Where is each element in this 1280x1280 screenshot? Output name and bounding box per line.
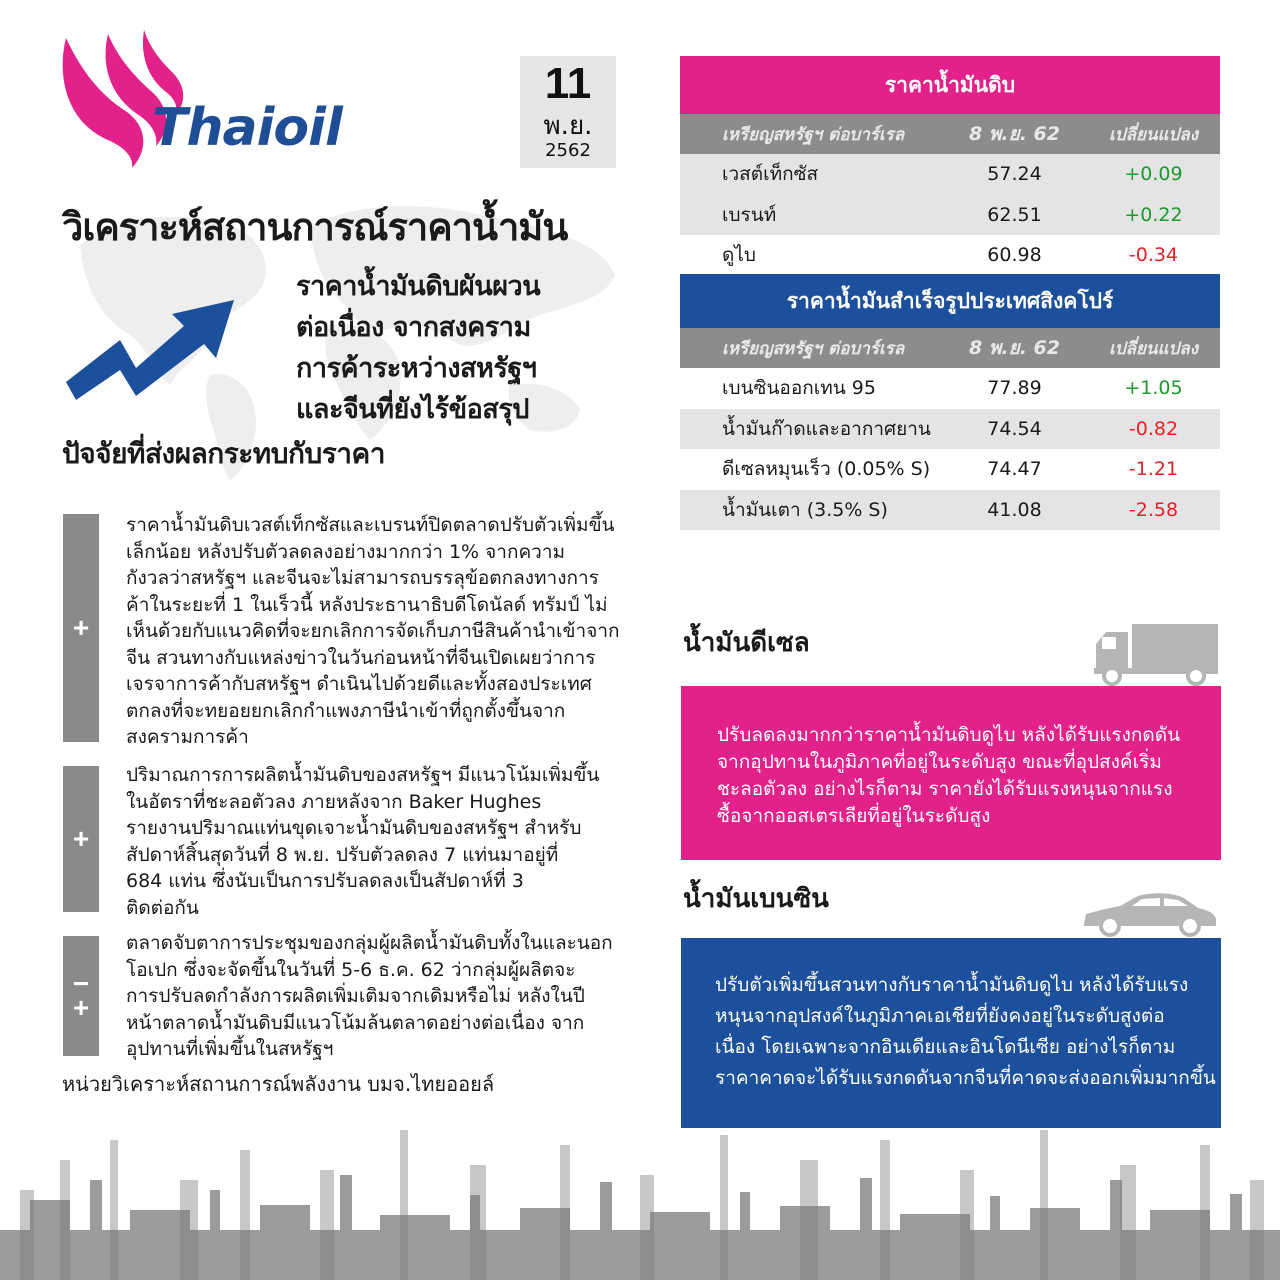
diesel-line: ชะลอตัวลง อย่างไรก็ตาม ราคายังได้รับแรงหนุนจากแรง — [717, 778, 1173, 800]
crude-table-header — [680, 114, 1220, 154]
table-row — [680, 195, 1220, 236]
table-row — [680, 235, 1220, 276]
factor-line: สงครามการค้า — [126, 726, 249, 748]
factor-line: การปรับลดกำลังการผลิตเพิ่มเติมจากเดิมหรือไม่ หลังในปี — [126, 985, 585, 1007]
factors-title: ปัจจัยที่ส่งผลกระทบกับราคา — [62, 437, 385, 470]
row-price: 60.98 — [987, 244, 1042, 267]
table-row — [680, 490, 1220, 531]
date-month: พ.ย. — [543, 111, 593, 141]
factor-line: ตลาดจับตาการประชุมของกลุ่มผู้ผลิตน้ำมันดิบทั้งในและนอก — [126, 932, 613, 954]
diesel-title: น้ำมันดีเซล — [683, 628, 810, 658]
gasoline-title: น้ำมันเบนซิน — [683, 884, 829, 914]
factor-line: กังวลว่าสหรัฐฯ และจีนจะไม่สามารถบรรลุข้อตกลงทางการ — [126, 567, 599, 589]
row-change: -0.34 — [1128, 244, 1179, 267]
row-name: ดูไบ — [722, 244, 756, 267]
table-row — [680, 154, 1220, 195]
table-row — [680, 368, 1220, 409]
minus-sign: − — [72, 968, 90, 999]
crude-table-title: ราคาน้ำมันดิบ — [680, 56, 1220, 114]
headline — [296, 266, 596, 430]
row-name: เบรนท์ — [722, 203, 777, 226]
row-change: -0.82 — [1128, 417, 1179, 440]
truck-icon — [1092, 622, 1220, 686]
factor-line: 684 แท่น ซึ่งนับเป็นการปรับลดลงเป็นสัปดาห์ที่ 3 — [126, 870, 524, 892]
factor-sign-badge: + — [63, 514, 99, 742]
factor-text — [126, 762, 626, 921]
row-price: 57.24 — [987, 163, 1042, 186]
row-price: 77.89 — [987, 377, 1042, 400]
factor-line: สัปดาห์สิ้นสุดวันที่ 8 พ.ย. ปรับตัวลดลง 7 แท่นมาอยู่ที่ — [126, 843, 559, 866]
product-table-header — [680, 328, 1220, 368]
factor-line: ค้าในระยะที่ 1 ในเร็วนี้ หลังประธานาธิบดีโดนัลด์ ทรัมป์ ไม่ — [126, 593, 608, 616]
date-year: 2562 — [545, 140, 591, 161]
source-credit: หน่วยวิเคราะห์สถานการณ์พลังงาน บมจ.ไทยออยล์ — [62, 1072, 495, 1096]
factor-line: โอเปก ซึ่งจะจัดขึ้นในวันที่ 5-6 ธ.ค. 62 ว่ากลุ่มผู้ผลิตจะ — [126, 958, 576, 981]
row-name: น้ำมันก๊าดและอากาศยาน — [722, 417, 931, 440]
factor-line: ติดต่อกัน — [126, 896, 199, 919]
plus-sign: + — [72, 992, 90, 1023]
row-name: เบนซินออกเทน 95 — [722, 377, 876, 400]
factor-line: ในอัตราที่ชะลอตัวลง ภายหลังจาก Baker Hughes — [126, 790, 542, 813]
gasoline-line: ราคาคาดจะได้รับแรงกดดันจากจีนที่คาดจะส่งออกเพิ่มมากขึ้น — [715, 1067, 1216, 1089]
table-row — [680, 449, 1220, 490]
headline-line: และจีนที่ยังไร้ข้อสรุป — [296, 394, 529, 425]
factor-line: ปริมาณการการผลิตน้ำมันดิบของสหรัฐฯ มีแนวโน้มเพิ่มขึ้น — [126, 764, 600, 786]
diesel-line: ซื้อจากออสเตรเลียที่อยู่ในระดับสูง — [717, 805, 991, 827]
refinery-skyline-illustration — [0, 1120, 1280, 1280]
row-name: เวสต์เท็กซัส — [722, 163, 819, 186]
gasoline-line: เนื่อง โดยเฉพาะจากอินเดียและอินโดนีเซีย อย่างไรก็ตาม — [715, 1036, 1176, 1058]
trend-up-arrow-icon — [64, 296, 240, 400]
row-change: +0.22 — [1124, 203, 1183, 226]
header-date: 8 พ.ย. 62 — [969, 123, 1060, 145]
factor-text — [126, 930, 626, 1063]
row-change: +0.09 — [1124, 163, 1183, 186]
row-change: +1.05 — [1124, 377, 1183, 400]
row-change: -1.21 — [1128, 458, 1179, 481]
factor-line: ราคาน้ำมันดิบเวสต์เท็กซัสและเบรนท์ปิดตลาดปรับตัวเพิ่มขึ้น — [126, 514, 615, 536]
factor-item — [63, 512, 623, 752]
factor-line: เจรจาการค้ากับสหรัฐฯ ดำเนินไปด้วยดีและทั้งสองประเทศ — [126, 673, 592, 695]
header-date: 8 พ.ย. 62 — [969, 337, 1060, 359]
headline-line: ต่อเนื่อง จากสงคราม — [296, 312, 531, 343]
date-box — [520, 56, 616, 168]
row-price: 74.47 — [987, 458, 1042, 481]
headline-line: การค้าระหว่างสหรัฐฯ — [296, 353, 537, 384]
product-price-table — [680, 274, 1220, 530]
factor-item — [63, 930, 623, 1060]
table-row — [680, 409, 1220, 450]
row-price: 62.51 — [987, 203, 1042, 226]
factor-text — [126, 512, 626, 751]
header-unit: เหรียญสหรัฐฯ ต่อบาร์เรล — [722, 124, 905, 145]
row-change: -2.58 — [1128, 498, 1179, 521]
factor-item — [63, 762, 623, 922]
date-day: 11 — [544, 59, 592, 108]
row-price: 41.08 — [987, 498, 1042, 521]
row-name: น้ำมันเตา (3.5% S) — [722, 498, 888, 521]
header-change: เปลี่ยนแปลง — [1108, 124, 1199, 145]
headline-line: ราคาน้ำมันดิบผันผวน — [296, 271, 541, 302]
row-price: 74.54 — [987, 417, 1042, 440]
factor-line: รายงานปริมาณแท่นขุดเจาะน้ำมันดิบของสหรัฐฯ สำหรับ — [126, 817, 582, 839]
car-icon — [1080, 890, 1220, 938]
page-title: วิเคราะห์สถานการณ์ราคาน้ำมัน — [62, 205, 568, 249]
factor-line: จีน สวนทางกับแหล่งข่าวในวันก่อนหน้าที่จีนเปิดเผยว่าการ — [126, 646, 596, 669]
factor-line: เห็นด้วยกับแนวคิดที่จะยกเลิกการจัดเก็บภาษีสินค้านำเข้าจาก — [126, 620, 620, 642]
row-name: ดีเซลหมุนเร็ว (0.05% S) — [722, 458, 931, 481]
diesel-line: ปรับลดลงมากกว่าราคาน้ำมันดิบดูไบ หลังได้รับแรงกดดัน — [717, 724, 1181, 746]
header-unit: เหรียญสหรัฐฯ ต่อบาร์เรล — [722, 338, 905, 359]
factor-sign-badge: + — [63, 766, 99, 912]
gasoline-line: หนุนจากอุปสงค์ในภูมิภาคเอเชียที่ยังคงอยู่ในระดับสูงต่อ — [715, 1005, 1165, 1027]
thaioil-wordmark: Thaioil — [152, 98, 342, 158]
factor-line: หน้าตลาดน้ำมันดิบมีแนวโน้มล้นตลาดอย่างต่อเนื่อง จาก — [126, 1011, 585, 1034]
factor-line: ตกลงที่จะทยอยยกเลิกกำแพงภาษีนำเข้าที่ถูกตั้งขึ้นจาก — [126, 699, 566, 722]
gasoline-line: ปรับตัวเพิ่มขึ้นสวนทางกับราคาน้ำมันดิบดูไบ หลังได้รับแรง — [715, 974, 1189, 996]
factor-line: เล็กน้อย หลังปรับตัวลดลงอย่างมากกว่า 1% จากความ — [126, 540, 566, 563]
diesel-line: จากอุปทานในภูมิภาคที่อยู่ในระดับสูง ขณะที่อุปสงค์เริ่ม — [717, 751, 1162, 773]
factor-line: อุปทานที่เพิ่มขึ้นในสหรัฐฯ — [126, 1038, 334, 1060]
factor-sign-badge-mixed — [63, 936, 99, 1056]
diesel-summary-box — [681, 686, 1221, 860]
product-table-title: ราคาน้ำมันสำเร็จรูปประเทศสิงคโปร์ — [680, 274, 1220, 328]
crude-price-table — [680, 56, 1220, 276]
gasoline-summary-box — [681, 938, 1221, 1128]
header-change: เปลี่ยนแปลง — [1108, 338, 1199, 359]
